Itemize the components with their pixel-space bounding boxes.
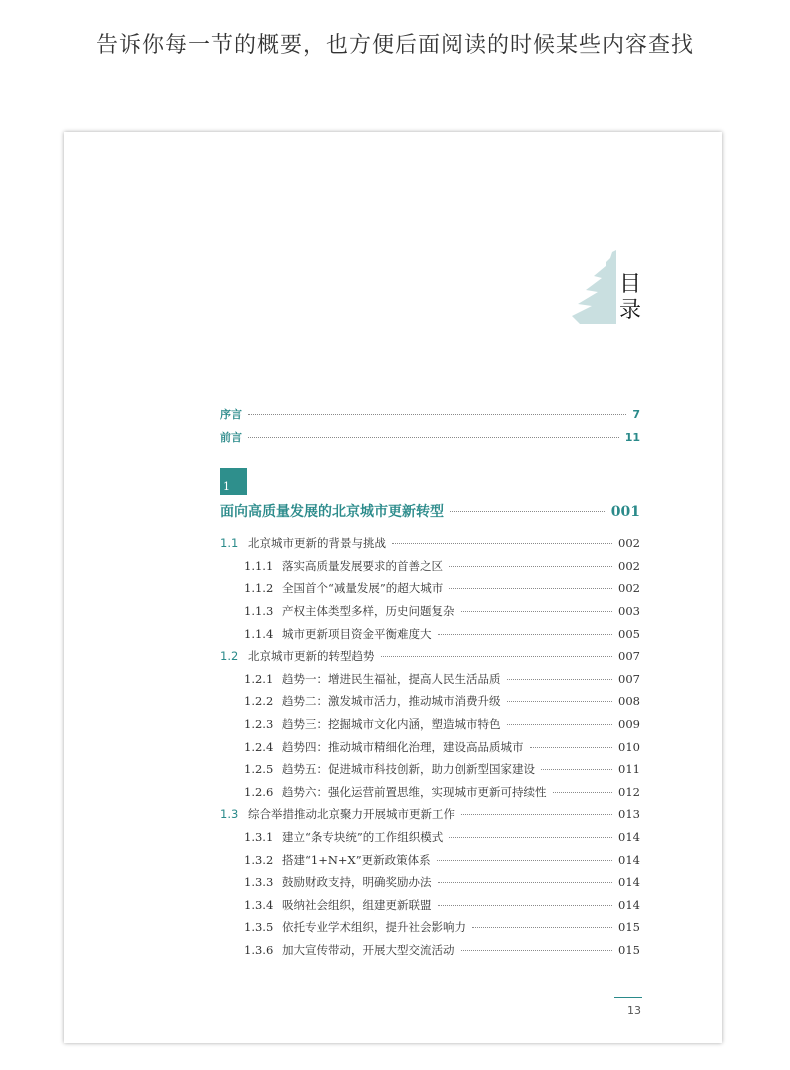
entry-page: 005 bbox=[618, 626, 640, 641]
entry-number: 1.2.4 bbox=[244, 739, 274, 754]
entry-number: 1.1.2 bbox=[244, 581, 274, 596]
leader-dots bbox=[530, 747, 613, 748]
entry-page: 002 bbox=[618, 558, 640, 573]
toc-entry-subsection[interactable] bbox=[220, 919, 640, 942]
entry-title bbox=[244, 761, 535, 777]
entry-title bbox=[244, 829, 443, 845]
entry-page: 009 bbox=[618, 716, 640, 731]
pagoda-silhouette-icon bbox=[572, 250, 624, 324]
caption: 告诉你每一节的概要，也方便后面阅读的时候某些内容查找 bbox=[95, 33, 694, 58]
chapter-page: 001 bbox=[610, 504, 640, 521]
entry-page: 002 bbox=[618, 581, 640, 596]
entry-label: 序言 bbox=[220, 408, 242, 421]
entry-label: 落实高质量发展要求的首善之区 bbox=[282, 558, 443, 573]
entry-number: 1.1 bbox=[220, 536, 239, 551]
leader-dots bbox=[437, 860, 612, 861]
leader-dots bbox=[381, 656, 613, 657]
entry-label: 建立“条专块统”的工作组织模式 bbox=[282, 829, 444, 844]
entry-page: 015 bbox=[618, 920, 640, 935]
entry-label: 产权主体类型多样，历史问题复杂 bbox=[282, 603, 455, 618]
entry-number: 1.3 bbox=[220, 807, 239, 822]
leader-dots bbox=[553, 792, 613, 793]
entry-number: 1.1.3 bbox=[244, 603, 274, 618]
toc-entry-subsection[interactable] bbox=[220, 784, 640, 807]
entry-title bbox=[244, 942, 455, 958]
entry-page: 014 bbox=[618, 852, 640, 867]
toc-entry-subsection[interactable] bbox=[220, 852, 640, 875]
entry-page: 008 bbox=[618, 694, 640, 709]
entry-title bbox=[244, 716, 501, 732]
entry-page: 014 bbox=[618, 829, 640, 844]
entry-label: 北京城市更新的背景与挑战 bbox=[248, 536, 386, 551]
leader-dots bbox=[449, 837, 612, 838]
toc-entry-subsection[interactable] bbox=[220, 739, 640, 762]
entry-page: 002 bbox=[618, 536, 640, 551]
entry-label: 依托专业学术组织，提升社会影响力 bbox=[282, 920, 466, 935]
toc-entry-subsection[interactable] bbox=[220, 626, 640, 649]
entry-page: 013 bbox=[618, 807, 640, 822]
folio-rule bbox=[614, 997, 642, 998]
entry-page: 7 bbox=[632, 408, 640, 421]
entry-title bbox=[244, 693, 501, 709]
entry-number: 1.3.1 bbox=[244, 829, 274, 844]
leader-dots bbox=[472, 927, 612, 928]
entry-page: 11 bbox=[624, 430, 640, 444]
leader-dots bbox=[392, 543, 612, 544]
entry-page: 014 bbox=[618, 875, 640, 890]
leader-dots bbox=[449, 566, 612, 567]
entry-label: 趋势六：强化运营前置思维，实现城市更新可持续性 bbox=[282, 784, 547, 799]
entry-number: 1.1.1 bbox=[244, 558, 274, 573]
entry-number: 1.3.2 bbox=[244, 852, 274, 867]
entry-number: 1.1.4 bbox=[244, 626, 274, 641]
entry-title bbox=[244, 603, 455, 619]
toc-entry-section[interactable] bbox=[220, 648, 640, 671]
leader-dots bbox=[461, 814, 612, 815]
entry-number: 1.3.4 bbox=[244, 897, 274, 912]
toc-entry-subsection[interactable] bbox=[220, 716, 640, 739]
book-page bbox=[64, 132, 722, 1043]
entry-page: 014 bbox=[618, 897, 640, 912]
leader-dots bbox=[248, 437, 619, 438]
entry-title bbox=[220, 535, 386, 551]
leader-dots bbox=[507, 701, 613, 702]
toc-entry-subsection[interactable] bbox=[220, 829, 640, 852]
toc-entry-subsection[interactable] bbox=[220, 580, 640, 603]
toc-entry-chapter[interactable] bbox=[220, 501, 640, 521]
entry-label: 吸纳社会组织，组建更新联盟 bbox=[282, 897, 432, 912]
toc-entry-front[interactable] bbox=[220, 406, 640, 429]
entry-page: 010 bbox=[618, 739, 640, 754]
entry-number: 1.3.6 bbox=[244, 942, 274, 957]
entry-page: 015 bbox=[618, 942, 640, 957]
leader-dots bbox=[507, 679, 613, 680]
toc-entry-subsection[interactable] bbox=[220, 558, 640, 581]
entry-page: 003 bbox=[618, 603, 640, 618]
entry-label: 搭建“1+N+X”更新政策体系 bbox=[282, 852, 431, 867]
entry-number: 1.2.3 bbox=[244, 716, 274, 731]
toc-entry-section[interactable] bbox=[220, 806, 640, 829]
leader-dots bbox=[541, 769, 612, 770]
toc-entry-subsection[interactable] bbox=[220, 942, 640, 965]
toc-entry-section[interactable] bbox=[220, 535, 640, 558]
entry-title bbox=[244, 852, 431, 868]
entry-title bbox=[244, 897, 432, 913]
toc-entry-subsection[interactable] bbox=[220, 761, 640, 784]
entry-number: 1.2.6 bbox=[244, 784, 274, 799]
entry-number: 1.2.1 bbox=[244, 671, 274, 686]
entry-label: 加大宣传带动，开展大型交流活动 bbox=[282, 942, 455, 957]
entry-label: 城市更新项目资金平衡难度大 bbox=[282, 626, 432, 641]
chapter-number-box: 1 bbox=[220, 468, 247, 495]
entry-title bbox=[220, 806, 455, 822]
toc-title: 目 录 bbox=[619, 272, 642, 323]
entry-title bbox=[244, 739, 524, 755]
toc-entry-subsection[interactable] bbox=[220, 671, 640, 694]
entry-number: 1.2.5 bbox=[244, 762, 274, 777]
entry-page: 011 bbox=[618, 762, 640, 777]
entry-title bbox=[220, 429, 242, 445]
entry-number: 1.2.2 bbox=[244, 694, 274, 709]
entry-label: 趋势三：挖掘城市文化内涵，塑造城市特色 bbox=[282, 716, 501, 731]
entry-title bbox=[220, 648, 375, 664]
table-of-contents bbox=[220, 406, 640, 964]
entry-title bbox=[220, 406, 242, 422]
entry-number: 1.2 bbox=[220, 649, 239, 664]
chapter-title: 面向高质量发展的北京城市更新转型 bbox=[220, 504, 444, 521]
entry-title bbox=[244, 558, 443, 574]
entry-title bbox=[244, 919, 466, 935]
entry-label: 趋势四：推动城市精细化治理，建设高品质城市 bbox=[282, 739, 524, 754]
toc-entry-subsection[interactable] bbox=[220, 603, 640, 626]
leader-dots bbox=[248, 414, 626, 415]
entry-page: 012 bbox=[618, 784, 640, 799]
entry-title bbox=[244, 580, 443, 596]
leader-dots bbox=[450, 511, 605, 512]
leader-dots bbox=[461, 950, 613, 951]
entry-label: 前言 bbox=[220, 430, 242, 444]
toc-entry-front[interactable] bbox=[220, 429, 640, 452]
entry-page: 007 bbox=[618, 671, 640, 686]
leader-dots bbox=[438, 882, 613, 883]
entry-label: 全国首个“减量发展”的超大城市 bbox=[282, 581, 444, 596]
entry-number: 1.3.3 bbox=[244, 875, 274, 890]
entry-number: 1.3.5 bbox=[244, 920, 274, 935]
entry-title bbox=[244, 874, 432, 890]
entry-label: 趋势二：激发城市活力，推动城市消费升级 bbox=[282, 694, 501, 709]
leader-dots bbox=[438, 634, 613, 635]
toc-entry-subsection[interactable] bbox=[220, 693, 640, 716]
toc-entry-subsection[interactable] bbox=[220, 874, 640, 897]
leader-dots bbox=[438, 905, 613, 906]
entry-title bbox=[244, 671, 501, 687]
entry-label: 趋势一：增进民生福祉，提高人民生活品质 bbox=[282, 671, 501, 686]
entry-label: 北京城市更新的转型趋势 bbox=[248, 649, 375, 664]
entry-title bbox=[244, 626, 432, 642]
entry-label: 综合举措推动北京聚力开展城市更新工作 bbox=[248, 807, 455, 822]
leader-dots bbox=[449, 588, 612, 589]
leader-dots bbox=[461, 611, 613, 612]
page-number: 13 bbox=[627, 1004, 641, 1017]
entry-label: 鼓励财政支持，明确奖励办法 bbox=[282, 875, 432, 890]
leader-dots bbox=[507, 724, 613, 725]
entry-page: 007 bbox=[618, 649, 640, 664]
entry-title bbox=[244, 784, 547, 800]
toc-entry-subsection[interactable] bbox=[220, 897, 640, 920]
entry-label: 趋势五：促进城市科技创新，助力创新型国家建设 bbox=[282, 762, 535, 777]
